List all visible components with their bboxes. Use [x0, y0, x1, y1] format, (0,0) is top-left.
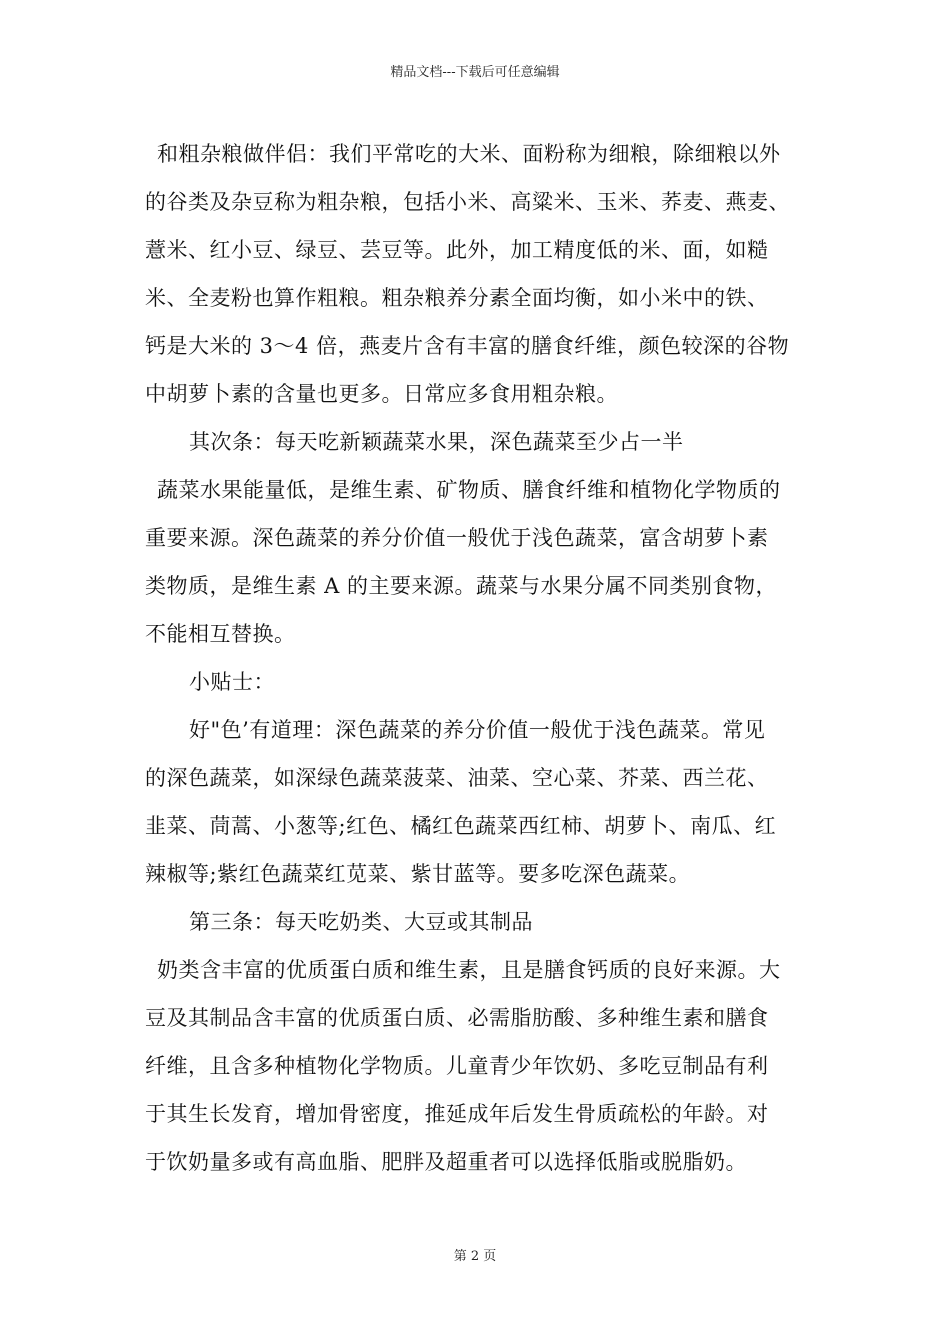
- text-line: 小贴士：: [189, 670, 275, 694]
- text-line: 奶类含丰富的优质蛋白质和维生素，且是膳食钙质的良好来源。大: [157, 958, 781, 982]
- section-heading-dairy: [145, 898, 825, 946]
- page-header: 精品文档---下载后可任意编辑: [390, 65, 560, 80]
- paragraph-coarse-grains: [145, 130, 825, 418]
- text-line: 豆及其制品含丰富的优质蛋白质、必需脂肪酸、多种维生素和膳食: [145, 1006, 769, 1030]
- text-line: 韭菜、茼蒿、小葱等;红色、橘红色蔬菜西红柿、胡萝卜、南瓜、红: [145, 814, 777, 838]
- text-line: 的谷类及杂豆称为粗杂粮，包括小米、高粱米、玉米、荞麦、燕麦、: [145, 190, 790, 214]
- page-label-prefix: 第: [453, 1249, 467, 1264]
- text-line: 中胡萝卜素的含量也更多。日常应多食用粗杂粮。: [145, 382, 618, 406]
- tips-heading: [145, 658, 825, 706]
- page-footer: [0, 1248, 950, 1266]
- text-line: 和粗杂粮做伴侣：我们平常吃的大米、面粉称为细粮，除细粮以外: [157, 142, 781, 166]
- text-line: 的深色蔬菜，如深绿色蔬菜菠菜、油菜、空心菜、芥菜、西兰花、: [145, 766, 769, 790]
- text-line: 蔬菜水果能量低，是维生素、矿物质、膳食纤维和植物化学物质的: [157, 478, 781, 502]
- paragraph-dark-vegetables: [145, 706, 825, 898]
- page-label-suffix: 页: [483, 1249, 497, 1264]
- page-number: 2: [470, 1249, 480, 1264]
- document-body: [145, 130, 825, 1186]
- text-line: 不能相互替换。: [145, 622, 296, 646]
- text-line: 纤维，且含多种植物化学物质。儿童青少年饮奶、多吃豆制品有利: [145, 1054, 769, 1078]
- text-line: 于饮奶量多或有高血脂、肥胖及超重者可以选择低脂或脱脂奶。: [145, 1150, 747, 1174]
- text-line: 米、全麦粉也算作粗粮。粗杂粮养分素全面均衡，如小米中的铁、: [145, 286, 769, 310]
- text-line: 类物质，是维生素 A 的主要来源。蔬菜与水果分属不同类别食物，: [145, 574, 778, 598]
- paragraph-dairy: [145, 946, 825, 1186]
- paragraph-vegetables: [145, 466, 825, 658]
- text-line: 重要来源。深色蔬菜的养分价值一般优于浅色蔬菜，富含胡萝卜素: [145, 526, 769, 550]
- text-line: 于其生长发育，增加骨密度，推延成年后发生骨质疏松的年龄。对: [145, 1102, 769, 1126]
- text-line: 辣椒等;紫红色蔬菜红苋菜、紫甘蓝等。要多吃深色蔬菜。: [145, 862, 691, 886]
- text-line: 好"色’有道理：深色蔬菜的养分价值一般优于浅色蔬菜。常见: [189, 718, 766, 742]
- text-line: 钙是大米的 3～4 倍，燕麦片含有丰富的膳食纤维，颜色较深的谷物: [145, 334, 790, 358]
- text-line: 其次条：每天吃新颖蔬菜水果，深色蔬菜至少占一半: [189, 430, 684, 454]
- text-line: 薏米、红小豆、绿豆、芸豆等。此外，加工精度低的米、面，如糙: [145, 238, 769, 262]
- text-line: 第三条：每天吃奶类、大豆或其制品: [189, 910, 533, 934]
- section-heading-vegetables: [145, 418, 825, 466]
